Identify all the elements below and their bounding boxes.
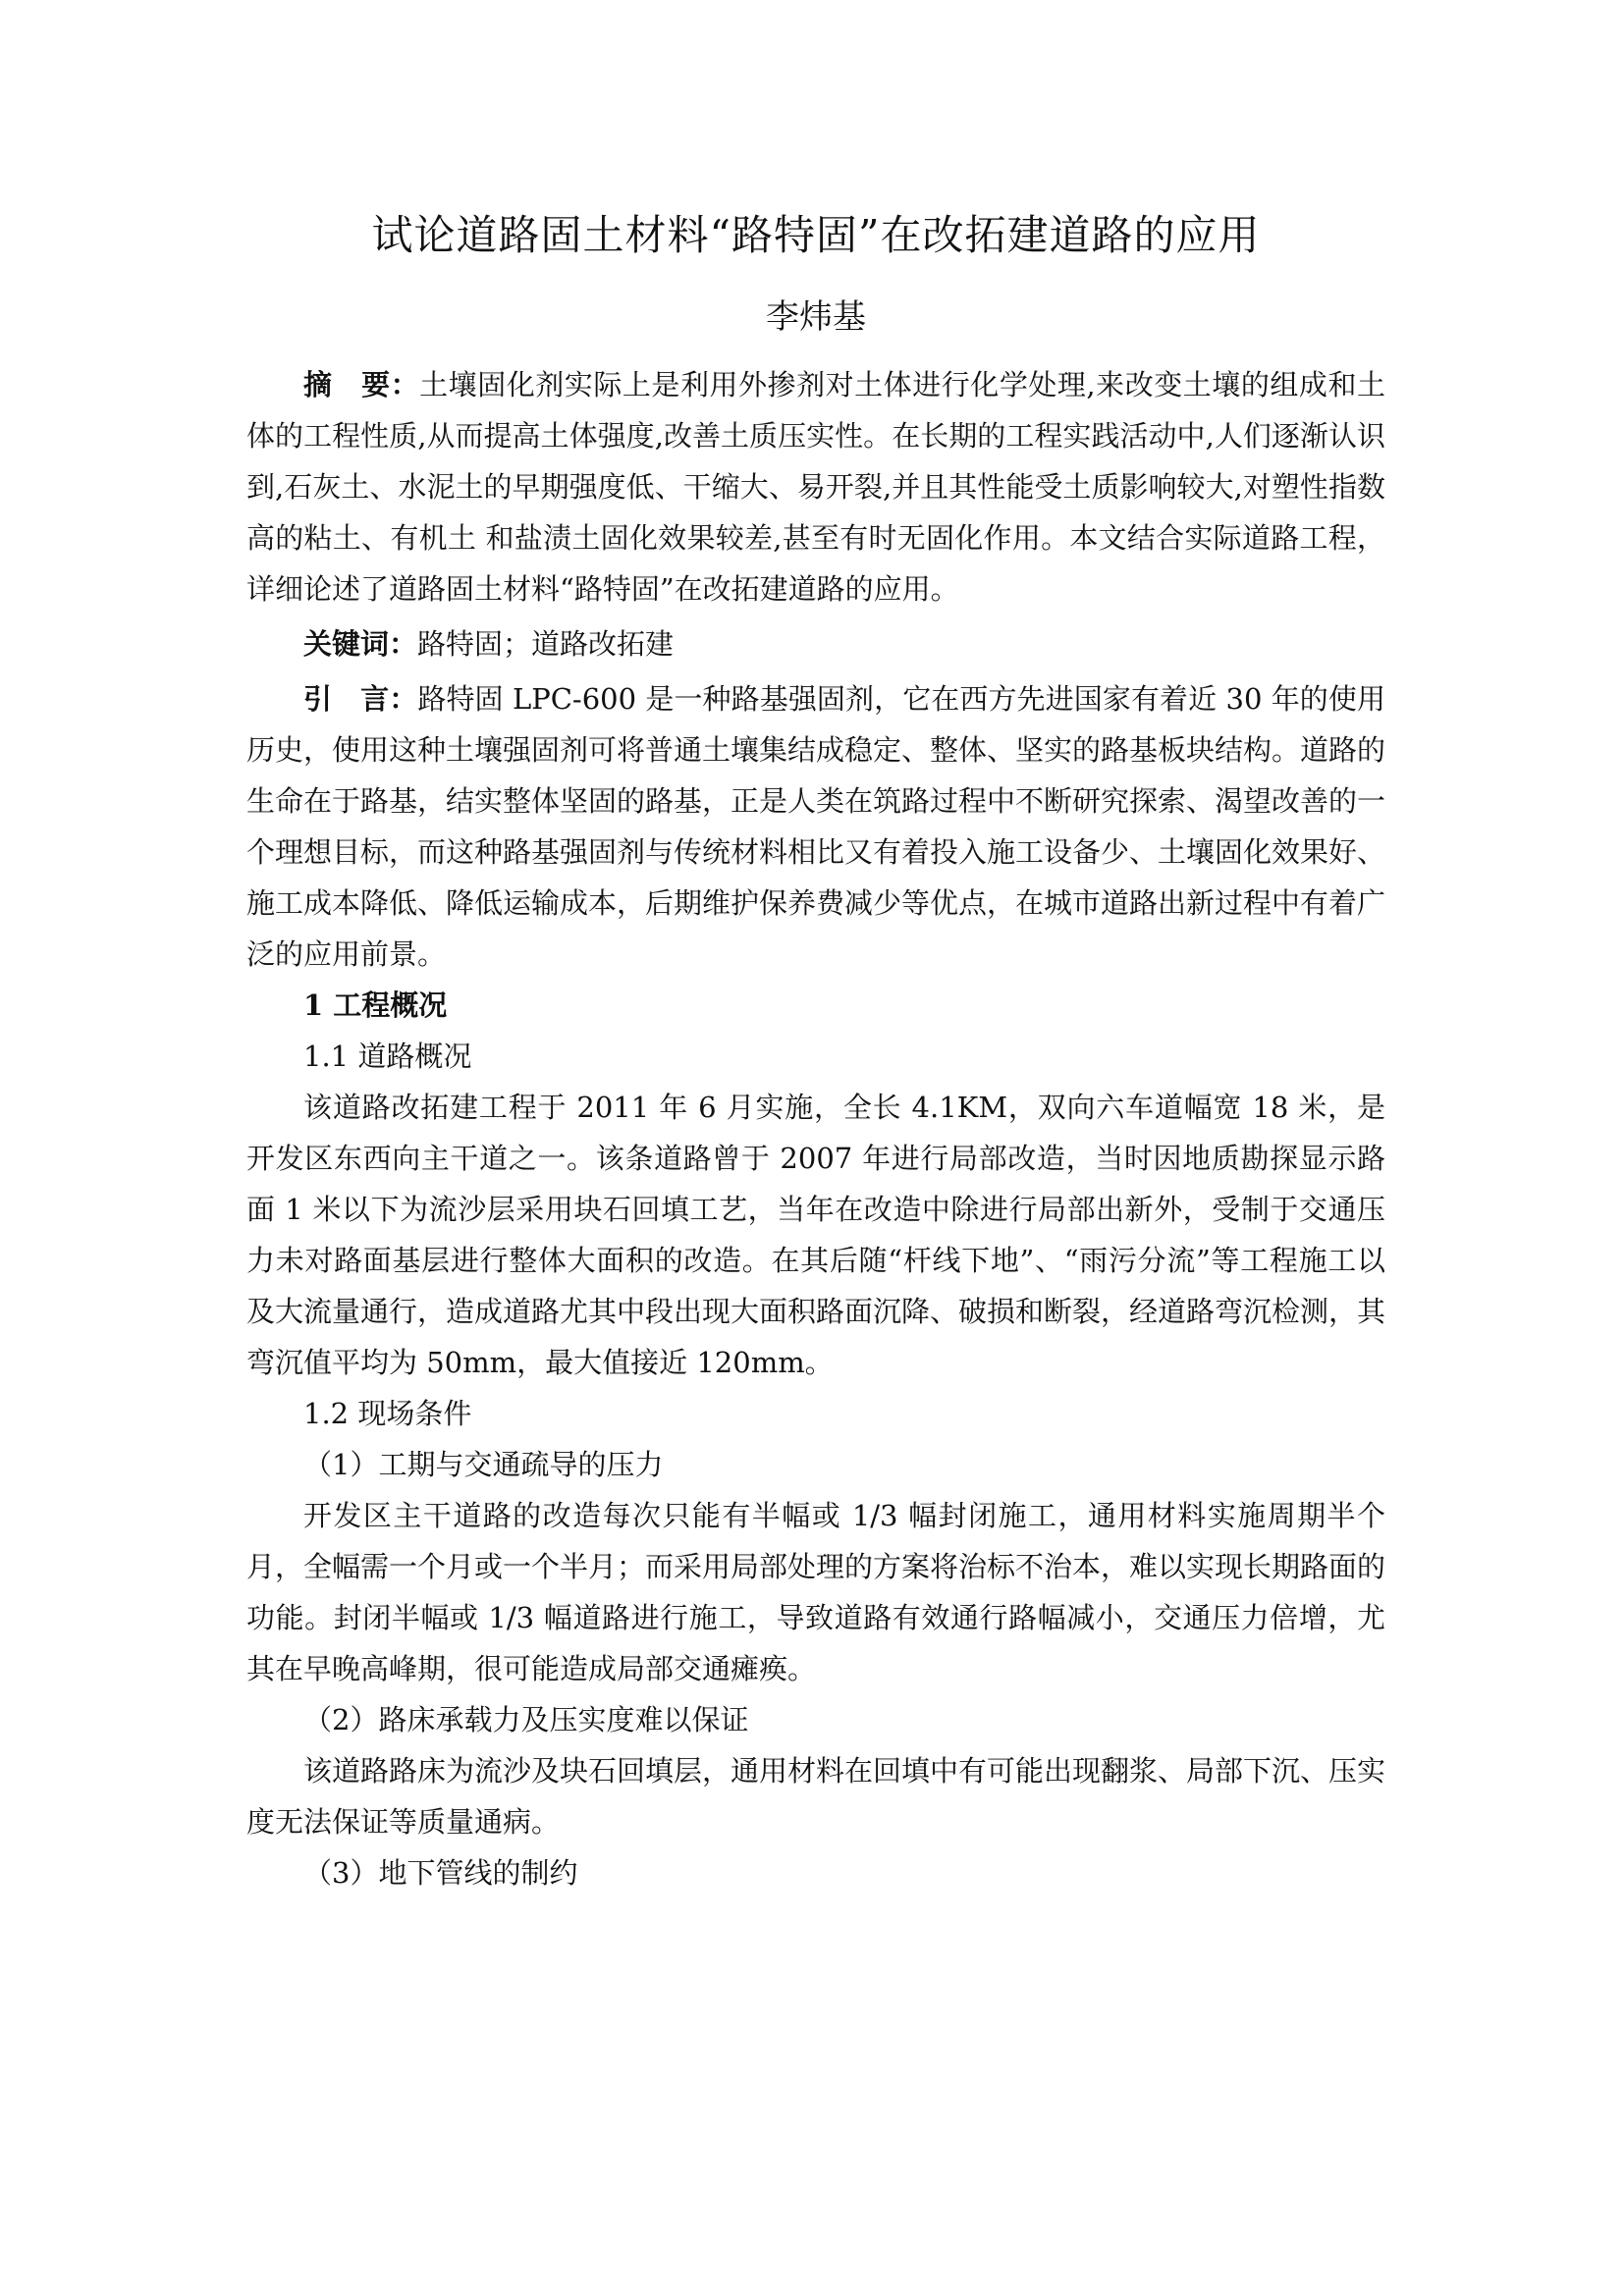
keywords-text: 路特固；道路改拓建 [417, 627, 675, 661]
abstract-label: 摘 要： [303, 368, 420, 401]
body-paragraph: 该道路改拓建工程于 2011 年 6 月实施，全长 4.1KM，双向六车道幅宽 18 米，是开发区东西向主干道之一。该条道路曾于 2007 年进行局部改造，当时因地质勘探显示路面 1 米以下为流沙层采用块石回填工艺，当年在改造中除进行局部出新外，受制于交通压力未对路面基层进行整体大面积的改造。在其后随“杆线下地”、“雨污分流”等工程施工以及大流量通行，造成道路尤其中段出现大面积路面沉降、破损和断裂，经道路弯沉检测，其弯沉值平均为 50mm，最大值接近 120mm。 [246, 1091, 1386, 1379]
item-heading: （3）地下管线的制约 [303, 1856, 578, 1890]
introduction-text: 路特固 LPC-600 是一种路基强固剂，它在西方先进国家有着近 30 年的使用历史，使用这种土壤强固剂可将普通土壤集结成稳定、整体、坚实的路基板块结构。道路的生命在于路基，结实整体坚固的路基，正是人类在筑路过程中不断研究探索、渴望改善的一个理想目标，而这种路基强固剂与传统材料相比又有着投入施工设备少、土壤固化效果好、施工成本降低、降低运输成本，后期维护保养费减少等优点，在城市道路出新过程中有着广泛的应用前景。 [246, 682, 1386, 971]
keywords-paragraph [246, 618, 1385, 669]
introduction-paragraph [246, 673, 1385, 980]
keywords-label: 关键词： [303, 627, 418, 661]
paper-body [246, 206, 1385, 1898]
item-heading: （1）工期与交通疏导的压力 [303, 1448, 664, 1481]
body-paragraph: 开发区主干道路的改造每次只能有半幅或 1/3 幅封闭施工，通用材料实施周期半个月，全幅需一个月或一个半月；而采用局部处理的方案将治标不治本，难以实现长期路面的功能。封闭半幅或 1/3 幅道路进行施工，导致道路有效通行路幅减小，交通压力倍增，尤其在早晚高峰期，很可能造成局部交通瘫痪。 [246, 1499, 1386, 1685]
abstract-text: 土壤固化剂实际上是利用外掺剂对土体进行化学处理,来改变土壤的组成和土体的工程性质,从而提高土体强度,改善土质压实性。在长期的工程实践活动中,人们逐渐认识到,石灰土、水泥土的早期强度低、干缩大、易开裂,并且其性能受土质影响较大,对塑性指数高的粘土、有机土 和盐渍土固化效果较差,甚至有时无固化作用。本文结合实际道路工程，详细论述了道路固土材料“路特固”在改拓建道路的应用。 [246, 368, 1385, 606]
section-heading: 1 工程概况 [303, 988, 448, 1022]
item-heading: （2）路床承载力及压实度难以保证 [303, 1703, 749, 1736]
paper-title: 试论道路固土材料“路特固”在改拓建道路的应用 [371, 211, 1261, 259]
subsection-heading: 1.1 道路概况 [303, 1040, 472, 1073]
abstract-paragraph [246, 359, 1385, 614]
introduction-label: 引 言： [303, 682, 418, 716]
subsection-heading: 1.2 现场条件 [303, 1397, 472, 1430]
paper-author: 李炜基 [766, 297, 866, 337]
body-paragraph: 该道路路床为流沙及块石回填层，通用材料在回填中有可能出现翻浆、局部下沉、压实度无法保证等质量通病。 [246, 1754, 1386, 1839]
